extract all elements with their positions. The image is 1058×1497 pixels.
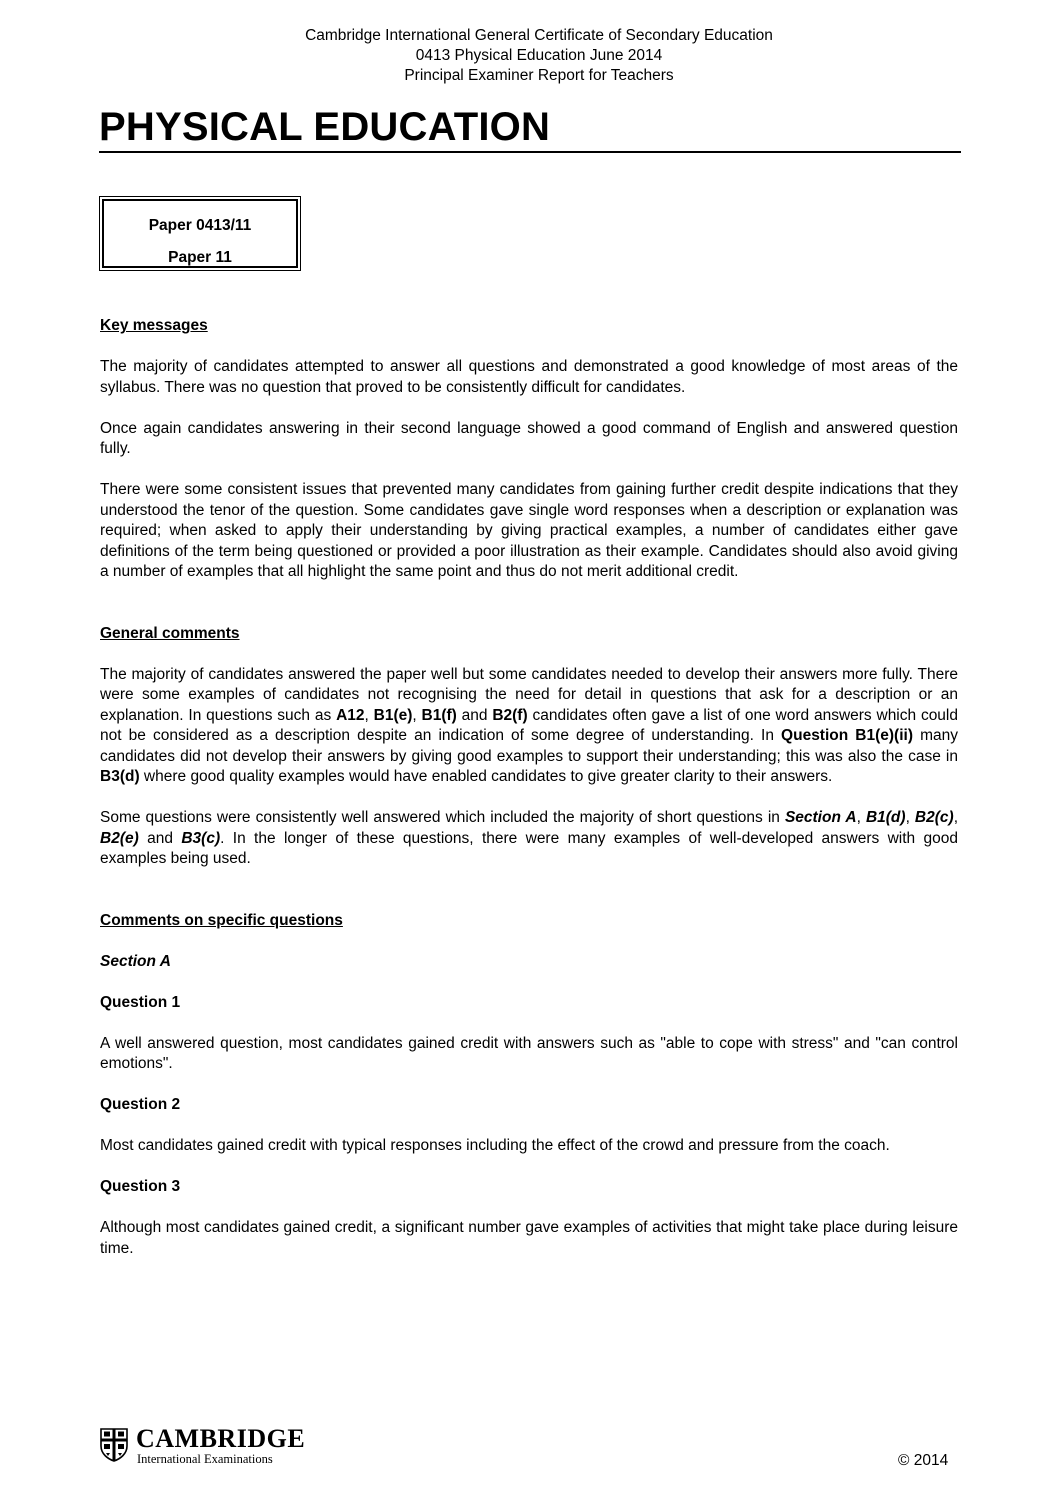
report-header — [0, 26, 1058, 86]
ref-b2f: B2(f) — [492, 706, 528, 724]
header-line-certificate: Cambridge International General Certificate of Secondary Education — [305, 27, 773, 44]
ref-b1d: B1(d) — [865, 809, 906, 826]
key-messages-paragraph-3: There were some consistent issues that prevented many candidates from gaining further credit despite indications that they understood the tenor of the question. Some candidates gave single word responses when a description or explanation was required; when asked to apply their understanding by giving practical examples, a number of candidates either gave definitions of the term being questioned or provided a poor illustration as their example. Candidates should also avoid giving a number of examples that all highlight the same point and thus do not merit additional credit. — [100, 481, 958, 580]
key-messages-paragraph-2: Once again candidates answering in their second language showed a good command of English and answered question fully. — [100, 419, 958, 457]
ref-b3c: B3(c) — [181, 829, 221, 847]
copyright: © 2014 — [898, 1452, 949, 1469]
cambridge-logo — [100, 1425, 320, 1469]
ref-b3d: B3(d) — [100, 768, 140, 785]
title-divider — [99, 151, 961, 153]
ref-question-b1eii: Question B1(e)(ii) — [781, 727, 913, 744]
general-comments-heading: General comments — [100, 624, 240, 642]
ref-a12: A12 — [336, 706, 365, 724]
section-a-heading: Section A — [100, 952, 171, 970]
report-body — [100, 316, 958, 1259]
question-2-comment: Most candidates gained credit with typical responses including the effect of the crowd and pressure from the coach. — [100, 1137, 890, 1154]
general-comments-paragraph-1: The majority of candidates answered the paper well but some candidates needed to develop their answers more fully. There were some examples of candidates not recognising the need for detail in questions that ask for a description or an explanation. In questions such as A12, B1(e), B1(f) and B2(f) candidates often gave a list of one word answers which could not be considered as a description despite an indication of some degree of understanding. In Question B1(e)(ii) many candidates did not develop their answers by giving good examples to support their understanding; this was also the case in B3(d) where good quality examples would have enabled candidates to give greater clarity to their answers. — [100, 665, 958, 785]
general-comments-paragraph-2: Some questions were consistently well answered which included the majority of short questions in Section A, B1(d), B2(c), B2(e) and B3(c). In the longer of these questions, there were many examples of well-developed answers with good examples being used. — [100, 809, 959, 867]
paper-box — [99, 196, 301, 271]
question-3-comment: Although most candidates gained credit, a significant number gave examples of activities that might take place during leisure time. — [100, 1219, 958, 1257]
page-title: PHYSICAL EDUCATION — [99, 105, 551, 149]
question-1-heading: Question 1 — [100, 993, 181, 1011]
ref-b2c: B2(c) — [914, 809, 954, 826]
paper-code: Paper 0413/11 — [148, 217, 252, 234]
question-2-heading: Question 2 — [100, 1096, 181, 1113]
question-3-heading: Question 3 — [100, 1178, 181, 1195]
logo-wordmark: CAMBRIDGE — [136, 1424, 306, 1453]
key-messages-paragraph-1: The majority of candidates attempted to answer all questions and demonstrated a good knowledge of most areas of the syllabus. There was no question that proved to be consistently difficult for candidates. — [100, 358, 958, 396]
ref-section-a: Section A — [784, 809, 857, 826]
header-line-subject: 0413 Physical Education June 2014 — [415, 47, 663, 64]
ref-b2e: B2(e) — [100, 829, 139, 847]
logo-subtitle: International Examinations — [137, 1452, 273, 1466]
ref-b1e: B1(e) — [373, 706, 413, 724]
paper-number: Paper 11 — [168, 249, 232, 266]
header-line-report: Principal Examiner Report for Teachers — [404, 67, 674, 84]
ref-b1f: B1(f) — [421, 706, 457, 724]
question-1-comment: A well answered question, most candidates gained credit with answers such as "able to cope with stress" and "can control emotions". — [100, 1034, 958, 1072]
cambridge-shield-icon — [100, 1428, 128, 1462]
specific-questions-heading: Comments on specific questions — [100, 911, 343, 929]
key-messages-heading: Key messages — [100, 317, 208, 334]
